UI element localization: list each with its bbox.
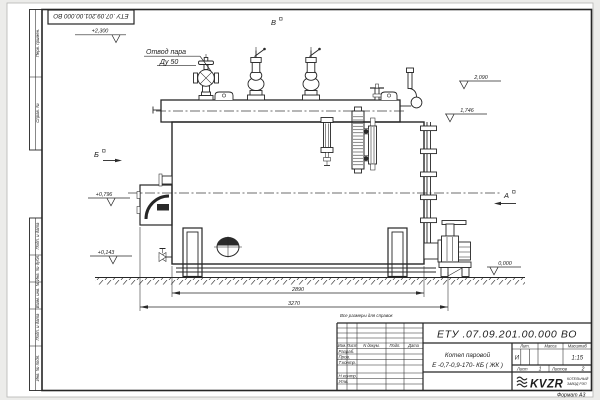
dimension-value: 2890: [292, 286, 304, 293]
sheet-label: Лист: [517, 366, 528, 372]
strip-label: Справ. №: [34, 103, 40, 123]
reference-note: Все размеры для справок: [340, 313, 393, 318]
dimension-value: 3270: [288, 300, 300, 307]
level-value: +0,143: [97, 249, 115, 256]
view-letter: В: [271, 18, 277, 27]
sheets-value: 2: [581, 366, 585, 373]
strip-label: Инв. № дубл.: [34, 254, 40, 282]
row-label: Разраб.: [338, 348, 355, 354]
view-letter: А: [504, 191, 510, 200]
product-name: Котел паровой: [444, 352, 491, 359]
scale-label: Масштаб: [567, 343, 587, 349]
doc-number: ЕТУ .07.09.201.00.000 ВО: [437, 328, 577, 341]
level-value: 1,746: [460, 107, 474, 114]
level-value: 2,090: [474, 74, 488, 81]
massa-label: Масса: [544, 343, 557, 349]
view-letter: Б: [94, 150, 99, 159]
row-label: Пров.: [338, 354, 351, 360]
strip-label: Инв. № подл.: [34, 354, 40, 382]
sheets-label: Листов: [552, 366, 567, 372]
col-header: Изм.: [337, 343, 347, 348]
stamp-doc-number: ЕТУ .07.09.201.00.000 ВО: [53, 12, 129, 20]
strip-label: Взам. инв. №: [34, 281, 40, 309]
strip-label: Подп. и дата: [34, 222, 40, 250]
strip-label: Подп. и дата: [34, 313, 40, 341]
product-code: Е -0,7-0,9-170- КБ ( ЖК ): [432, 362, 503, 369]
logo-subtitle: ЗАВОД РЭП: [567, 381, 587, 386]
row-label: Н.контр.: [338, 373, 358, 379]
col-header: Подп.: [389, 343, 401, 348]
scale-value: 1:15: [571, 355, 584, 362]
sheet-value: 1: [538, 366, 542, 373]
format-label: Формат А3: [557, 392, 586, 399]
callout-text: Ду 50: [160, 58, 179, 66]
col-header: Лист: [346, 343, 358, 348]
lit-label: Лит.: [520, 343, 530, 349]
logo-text: KVZR: [530, 378, 564, 391]
ground-line: [95, 278, 525, 285]
lit-value: И: [514, 355, 520, 362]
row-label: Т.контр.: [338, 359, 357, 365]
level-value: 0,000: [498, 260, 512, 267]
level-value: +0,796: [95, 191, 113, 198]
row-label: Утв.: [338, 378, 349, 384]
logo-subtitle: КОТЕЛЬНЫЙ: [567, 376, 589, 381]
col-header: Дата: [408, 343, 419, 348]
strip-label: Перв. примен.: [34, 28, 40, 58]
callout-text: Отвод пара: [146, 49, 187, 56]
level-value: +2,300: [91, 28, 109, 35]
col-header: N докум.: [363, 343, 380, 348]
